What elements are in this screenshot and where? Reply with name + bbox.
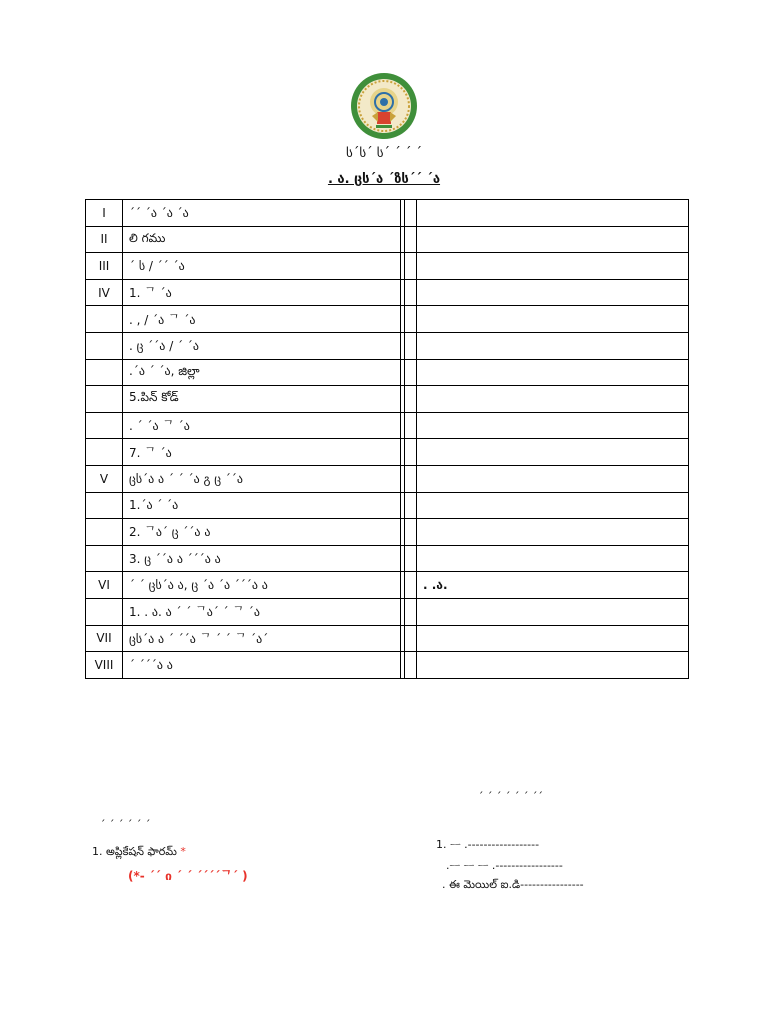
row-number [86, 598, 123, 625]
required-asterisk: * [180, 845, 186, 858]
row-number: III [86, 253, 123, 280]
signature-line: 1. ᅳ .------------------ [436, 838, 540, 851]
row-value-field[interactable] [417, 359, 689, 386]
form-row [86, 253, 689, 280]
form-row [86, 572, 689, 599]
row-label: ცს´ა ა ´ ´´ა ᄀ ´ ´ ᄀ ´ა´ [123, 625, 401, 652]
row-colon-cell [405, 332, 417, 359]
form-row [86, 519, 689, 546]
attachment-label: 1. అప్లికేషన్ ఫారమ్ [92, 845, 177, 858]
row-number: VIII [86, 652, 123, 679]
row-value-field[interactable] [417, 652, 689, 679]
row-label: . ´ ´ა ᄀ ´ა [123, 412, 401, 439]
row-label: 5.పిన్ కోడ్ [123, 386, 401, 413]
row-number [86, 386, 123, 413]
row-label: 7. ᄀ ´ა [123, 439, 401, 466]
row-value-field[interactable] [417, 253, 689, 280]
row-number [86, 519, 123, 546]
form-row [86, 598, 689, 625]
row-colon-cell [405, 279, 417, 306]
form-row [86, 439, 689, 466]
row-label: 2. ᄀა´ ც ´´ა ა [123, 519, 401, 546]
enclosures-heading: ´ ´ ´ ´ ´ ´ [100, 818, 151, 831]
form-row [86, 226, 689, 253]
row-colon-cell [405, 572, 417, 599]
form-row [86, 652, 689, 679]
row-label: ´ ´´´ა ა [123, 652, 401, 679]
row-number [86, 439, 123, 466]
row-label: . ც ´´ა / ´ ´ა [123, 332, 401, 359]
row-number: VI [86, 572, 123, 599]
row-colon-cell [405, 625, 417, 652]
row-value-field[interactable] [417, 439, 689, 466]
row-label: 1.´ა ´ ´ა [123, 492, 401, 519]
row-colon-cell [405, 519, 417, 546]
row-value-field[interactable] [417, 492, 689, 519]
row-colon-cell [405, 253, 417, 280]
row-value-field[interactable]: . .ა. [417, 572, 689, 599]
row-value-field[interactable] [417, 598, 689, 625]
row-value-field[interactable] [417, 545, 689, 572]
form-row [86, 625, 689, 652]
form-row [86, 412, 689, 439]
form-title-text: . ა. ცს´ა ´ზს´´ ´ა [327, 172, 441, 187]
row-label: .´ა ´ ´ა, జిల్లా [123, 359, 401, 386]
row-colon-cell [405, 386, 417, 413]
row-number: II [86, 226, 123, 253]
signature-heading: ´ ´ ´ ´ ´ ´ ´´ [478, 790, 543, 803]
row-value-field[interactable] [417, 226, 689, 253]
row-label: ´ ´ ცს´ა ა, ც ´ა ´ა ´´´ა ა [123, 572, 401, 599]
row-label: 1. ᄀ ´ა [123, 279, 401, 306]
row-colon-cell [405, 545, 417, 572]
row-colon-cell [405, 226, 417, 253]
row-value-field[interactable] [417, 386, 689, 413]
form-row [86, 386, 689, 413]
form-row [86, 332, 689, 359]
row-number [86, 359, 123, 386]
row-colon-cell [405, 465, 417, 492]
row-value-field[interactable] [417, 279, 689, 306]
row-value-field[interactable] [417, 465, 689, 492]
form-row [86, 545, 689, 572]
row-label: 1. . ა. ა ´ ´ ᄀა´ ´ ᄀ ´ა [123, 598, 401, 625]
header-office-name: ს´ს´ ს´ ´ ´ ´ [346, 146, 422, 161]
row-label: 3. ც ´´ა ა ´´´ა ა [123, 545, 401, 572]
row-number: VII [86, 625, 123, 652]
row-number [86, 545, 123, 572]
form-row [86, 200, 689, 227]
row-colon-cell [405, 492, 417, 519]
row-label: ´ ს / ´´ ´ა [123, 253, 401, 280]
row-number [86, 492, 123, 519]
form-row [86, 306, 689, 333]
row-label: ცს´ა ა ´ ´ ´ა გ ც ´´ა [123, 465, 401, 492]
row-colon-cell [405, 652, 417, 679]
form-title [0, 172, 768, 187]
row-label: లి గము [123, 226, 401, 253]
row-value-field[interactable] [417, 306, 689, 333]
row-value-field[interactable] [417, 625, 689, 652]
row-colon-cell [405, 598, 417, 625]
row-number: I [86, 200, 123, 227]
row-label: ´´ ´ა ´ა ´ა [123, 200, 401, 227]
row-colon-cell [405, 306, 417, 333]
row-number [86, 412, 123, 439]
form-row [86, 359, 689, 386]
mobile-line: .ᅳ ᅳ ᅳ .----------------- [446, 859, 563, 872]
form-row [86, 492, 689, 519]
row-number [86, 332, 123, 359]
row-value-field[interactable] [417, 412, 689, 439]
row-value-field[interactable] [417, 519, 689, 546]
email-line: . ఈ మెయిల్ ఐ.డి---------------- [442, 878, 584, 891]
row-colon-cell [405, 412, 417, 439]
attachment-item [92, 845, 186, 861]
form-row [86, 279, 689, 306]
required-note: (*- ´´ ი ´ ´ ´´´´ᄀ´ ) [128, 869, 248, 883]
row-number [86, 306, 123, 333]
row-value-field[interactable] [417, 332, 689, 359]
row-value-field[interactable] [417, 200, 689, 227]
row-number: V [86, 465, 123, 492]
government-emblem-seal [350, 72, 418, 140]
row-number: IV [86, 279, 123, 306]
row-label: . , / ´ა ᄀ ´ა [123, 306, 401, 333]
row-colon-cell [405, 439, 417, 466]
row-colon-cell [405, 200, 417, 227]
row-colon-cell [405, 359, 417, 386]
application-form-table [85, 199, 689, 679]
form-row [86, 465, 689, 492]
